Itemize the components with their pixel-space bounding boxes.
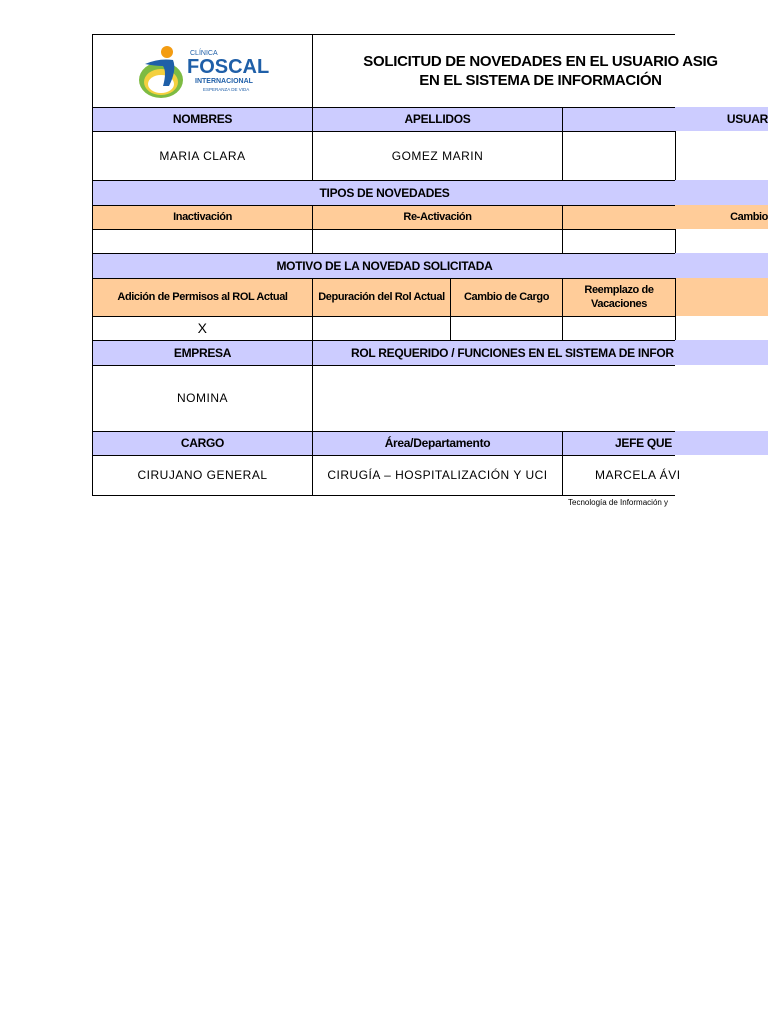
- header-cargo: CARGO: [92, 431, 313, 455]
- mark-depuracion-rol[interactable]: [313, 316, 451, 340]
- header-motivo: MOTIVO DE LA NOVEDAD SOLICITADA: [92, 253, 676, 278]
- motivo-header-row: [92, 253, 768, 278]
- mark-cambio[interactable]: [563, 229, 676, 253]
- mark-inactivacion[interactable]: [92, 229, 313, 253]
- foscal-logo: [133, 40, 273, 102]
- value-cargo[interactable]: CIRUJANO GENERAL: [92, 455, 313, 495]
- header-usuario: USUAR: [563, 107, 768, 131]
- grid-line: [92, 278, 675, 279]
- mark-cambio-cargo[interactable]: [451, 316, 563, 340]
- motivo-marks-row: [92, 316, 768, 340]
- logo-head: [161, 46, 173, 58]
- logo-text-clinica: CLÍNICA: [189, 49, 218, 57]
- grid-line: [92, 131, 675, 132]
- logo-text-foscal: FOSCAL: [186, 55, 269, 78]
- motivo-cambio-cargo: Cambio de Cargo: [451, 278, 563, 316]
- header-jefe: JEFE QUE: [563, 431, 768, 455]
- motivo-depuracion-rol: Depuración del Rol Actual: [313, 278, 451, 316]
- mark-adicion-permisos[interactable]: X: [92, 316, 313, 340]
- form-title: [313, 52, 768, 90]
- grid-line: [92, 495, 675, 496]
- grid-line: [92, 365, 675, 366]
- motivo-reemplazo-vacaciones: Reemplazo de Vacaciones: [563, 278, 676, 316]
- grid-line: [92, 340, 675, 341]
- value-jefe[interactable]: MARCELA ÁVI: [595, 468, 681, 482]
- grid-line: [92, 205, 675, 206]
- grid-line: [92, 316, 675, 317]
- motivo-options-row: [92, 278, 768, 316]
- cargo-header-row: [92, 431, 768, 455]
- value-usuario[interactable]: [563, 131, 676, 180]
- header-rol-requerido: ROL REQUERIDO / FUNCIONES EN EL SISTEMA DE INFOR: [313, 340, 768, 365]
- cargo-value-row: [92, 455, 768, 495]
- user-value-row: [92, 131, 768, 180]
- grid-line: [92, 455, 675, 456]
- mark-reactivacion[interactable]: [313, 229, 563, 253]
- title-row: [92, 34, 768, 107]
- tipos-options-row: [92, 205, 768, 229]
- motivo-adicion-permisos: Adición de Permisos al ROL Actual: [92, 278, 313, 316]
- grid-line: [92, 229, 675, 230]
- grid-line: [92, 253, 675, 254]
- tipo-reactivacion: Re-Activación: [313, 205, 563, 229]
- footer-note: Tecnología de Información y: [568, 498, 669, 507]
- header-nombres: NOMBRES: [92, 107, 313, 131]
- title-line-2: EN EL SISTEMA DE INFORMACIÓN: [419, 71, 662, 89]
- empresa-value-row: [92, 365, 768, 431]
- logo-text-esperanza: ESPERANZA DE VIDA: [202, 86, 249, 92]
- tipos-marks-row: [92, 229, 768, 253]
- header-area: Área/Departamento: [313, 431, 563, 455]
- value-empresa[interactable]: NOMINA: [92, 365, 313, 431]
- tipo-inactivacion: Inactivación: [92, 205, 313, 229]
- grid-line: [92, 107, 675, 108]
- grid-line: [92, 34, 675, 35]
- header-tipos: TIPOS DE NOVEDADES: [92, 180, 676, 205]
- value-area[interactable]: CIRUGÍA – HOSPITALIZACIÓN Y UCI: [313, 455, 563, 495]
- mark-reemplazo-vacaciones[interactable]: [563, 316, 676, 340]
- tipo-cambio: Cambio: [563, 205, 768, 229]
- title-cell: [313, 34, 768, 107]
- user-header-row: [92, 107, 768, 131]
- value-rol-requerido[interactable]: [313, 365, 768, 431]
- value-nombres[interactable]: MARIA CLARA: [92, 131, 313, 180]
- header-empresa: EMPRESA: [92, 340, 313, 365]
- logo-text-internacional: INTERNACIONAL: [194, 77, 253, 85]
- grid-line: [92, 180, 675, 181]
- empresa-header-row: [92, 340, 768, 365]
- title-line-1: SOLICITUD DE NOVEDADES EN EL USUARIO ASIG: [363, 52, 718, 70]
- value-apellidos[interactable]: GOMEZ MARIN: [313, 131, 563, 180]
- tipos-header-row: [92, 180, 768, 205]
- header-apellidos: APELLIDOS: [313, 107, 563, 131]
- logo-cell: [92, 34, 313, 107]
- grid-line: [92, 431, 675, 432]
